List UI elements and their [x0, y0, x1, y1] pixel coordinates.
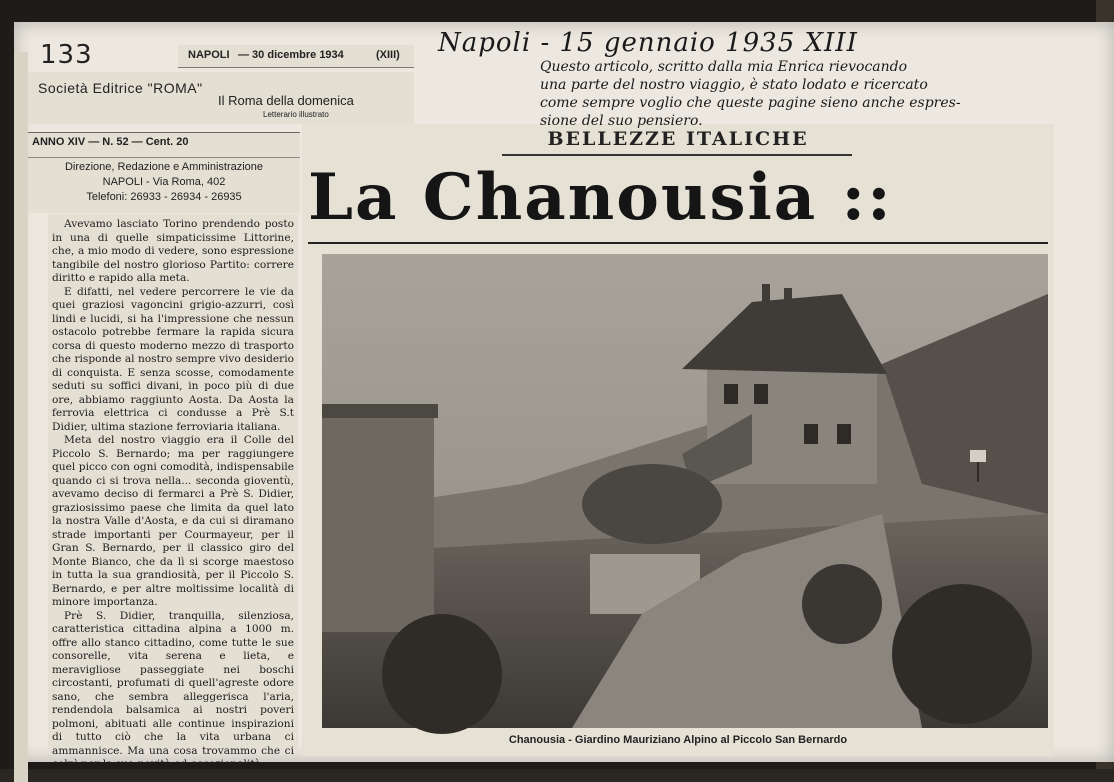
- feature-clipping: [302, 124, 1054, 756]
- issue-line: ANNO XIV — N. 52 — Cent. 20: [32, 136, 189, 148]
- publication-subtitle: Letterario illustrato: [263, 110, 329, 119]
- section-title: BELLEZZE ITALICHE: [547, 128, 809, 150]
- photo-illustration: [322, 254, 1048, 728]
- publication-title: Il Roma della domenica: [218, 93, 354, 108]
- dateline-clipping: [178, 45, 414, 68]
- article-paragraph: Avevamo lasciato Torino prendendo posto in una di quelle simpaticissime Littorine, che, a mio modo di vedere, sono espressione tangibile del nostro glorioso Partito: correre diritto e rapido alla meta.: [52, 218, 294, 284]
- photo-caption: Chanousia - Giardino Mauriziano Alpino al Piccolo San Bernardo: [508, 734, 848, 746]
- article-paragraph: E difatti, nel vedere percorrere le vie da quei graziosi vagoncini grigio-azzurri, così lindi e lucidi, si ha l'impressione che nessun ostacolo potrebbe fermare la rapida sicura corsa di questo moderno mezzo di trasporto che risponde al nostro sempre vivo desiderio di conquista. E senza scosse, comodamente seduti su soffici divani, in poco più di due ore, abbiamo raggiunto Aosta. Da Aosta la ferrovia elettrica ci condusse a Prè S.t Didier, ultima stazione ferroviaria italiana.: [52, 285, 294, 433]
- handwritten-line: Questo articolo, scritto dalla mia Enrica rievocando: [540, 59, 908, 75]
- admin-line: Telefoni: 26933 - 26934 - 26935: [86, 191, 242, 203]
- admin-line: Direzione, Redazione e Amministrazione: [64, 161, 264, 173]
- dateline-date: — 30 dicembre 1934: [238, 49, 344, 61]
- headline-rule: [308, 242, 1048, 244]
- issue-clipping: [28, 132, 300, 213]
- administration-block: [28, 157, 300, 205]
- dateline-year: (XIII): [376, 49, 400, 61]
- dateline-city: NAPOLI: [188, 49, 230, 61]
- article-paragraph: Meta del nostro viaggio era il Colle del Piccolo S. Bernardo; ma per raggiungere quel picco con ogni comodità, indispensabile quando ci si trova nella... seconda gioventù, avevamo deciso di fermarci a Prè S. Didier, graziosissimo paese che limita da quel lato la nostra Valle d'Aosta, e da cui si diramano strade importanti per Courmayeur, per il Gran S. Bernardo, per il classico giro del Monte Bianco, che da lì si scorge maestoso in tutta la sua grandiosità, per il Piccolo S. Bernardo, e per altre moltissime località di minore importanza.: [52, 434, 294, 608]
- handwritten-line: sione del suo pensiero.: [540, 113, 703, 129]
- publisher-clipping: [28, 72, 414, 124]
- page-number: 133: [40, 40, 93, 70]
- admin-line: NAPOLI - Via Roma, 402: [102, 176, 226, 188]
- section-rule: [502, 154, 852, 156]
- handwritten-date: Napoli - 15 gennaio 1935 XIII: [438, 28, 858, 58]
- page-edge: [14, 52, 28, 782]
- handwritten-line: una parte del nostro viaggio, è stato lodato e ricercato: [540, 77, 928, 93]
- chanousia-photograph: [322, 254, 1048, 728]
- handwritten-note: [540, 58, 1060, 130]
- group-of-people: [582, 464, 722, 544]
- headline: La Chanousia ::: [308, 160, 893, 235]
- article-paragraph: Prè S. Didier, tranquilla, silenziosa, caratteristica cittadina alpina a 1000 m. offre allo stanco cittadino, come tutte le sue consorelle, vita serena e lieta, e meravigliose passeggiate nei boschi circostanti, profumati di quell'agreste odore sano, che sembra alleggerisca l'aria, rendendola balsamica ai nostri poveri polmoni, abituati alle continue inspirazioni di tutto ciò che la vita urbana ci ammannisce. Ma una cosa trovammo che ci colpì per la sua novità ed eccezionalità.: [52, 609, 294, 770]
- publisher-name: Società Editrice "ROMA": [38, 80, 203, 96]
- handwritten-line: come sempre voglio che queste pagine sieno anche espres-: [540, 95, 961, 111]
- stone-wall-left: [322, 412, 434, 632]
- article-body: [48, 214, 298, 770]
